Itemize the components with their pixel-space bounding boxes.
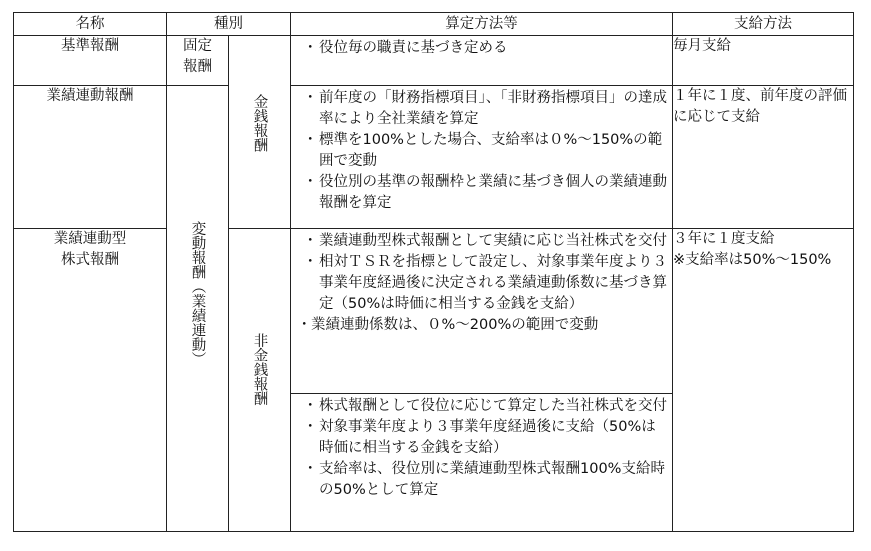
type-fixed (167, 36, 229, 86)
row-base (14, 36, 854, 86)
type-fixed-label: 固定報酬 (183, 38, 212, 75)
perf-name: 業績連動報酬 (14, 86, 167, 229)
bullet-mark: ・ (303, 40, 318, 56)
method-item (291, 130, 668, 172)
row-stock-a (14, 229, 854, 394)
stock-name-line2: 株式報酬 (61, 252, 119, 268)
header-name: 名称 (14, 13, 167, 36)
method-text: 役位別の基準の報酬枠と業績に基づき個人の業績連動報酬を算定 (319, 174, 667, 211)
method-text: 対象事業年度より３事業年度経過後に支給（50%は時価に相当する金銭を支給） (319, 419, 656, 456)
row-perf (14, 86, 854, 229)
method-item (291, 38, 668, 59)
stock-payment-line2: ※支給率は50%～150% (673, 252, 832, 268)
stock-payment (673, 229, 854, 532)
method-text: 業績連動型株式報酬として実績に応じ当社株式を交付 (319, 233, 667, 249)
type-monetary (229, 36, 291, 229)
stock-payment-line1: ３年に１度支給 (673, 231, 775, 247)
type-monetary-label: 金銭報酬 (251, 94, 268, 152)
method-item (291, 88, 668, 130)
bullet-mark: ・ (303, 254, 318, 270)
stock-method-b (291, 394, 673, 532)
method-item (291, 417, 668, 459)
base-payment: 毎月支給 (673, 36, 854, 86)
method-item (291, 231, 668, 252)
bullet-mark: ・ (303, 419, 318, 435)
method-text: 相対ＴＳＲを指標として設定し、対象事業年度より３事業年度経過後に決定される業績連動係数に基づき算定（50%は時価に相当する金銭を支給） (319, 254, 667, 312)
method-text: 支給率は、役位別に業績連動型株式報酬100%支給時の50%として算定 (319, 461, 665, 498)
method-item (291, 172, 668, 214)
base-method-list (291, 36, 672, 61)
method-item (291, 459, 668, 501)
type-non-monetary (229, 229, 291, 532)
perf-method-list (291, 86, 672, 216)
stock-method-list-a (291, 229, 672, 338)
bullet-mark: ・ (303, 132, 318, 148)
bullet-mark: ・ (303, 233, 318, 249)
method-text: 株式報酬として役位に応じて算定した当社株式を交付 (319, 398, 667, 414)
base-method (291, 36, 673, 86)
compensation-table (13, 12, 854, 532)
type-non-monetary-label: 非金銭報酬 (251, 333, 268, 406)
stock-method-a (291, 229, 673, 394)
stock-name (14, 229, 167, 532)
perf-payment: １年に１度、前年度の評価に応じて支給 (673, 86, 854, 229)
bullet-mark: ・ (303, 174, 318, 190)
method-item (291, 252, 668, 315)
header-row (14, 13, 854, 36)
method-text: 業績連動係数は、０%～200%の範囲で変動 (311, 317, 599, 333)
stock-name-line1: 業績連動型 (53, 231, 127, 247)
header-method: 算定方法等 (291, 13, 673, 36)
method-text: 標準を100%とした場合、支給率は０%～150%の範囲で変動 (319, 132, 663, 169)
method-item (291, 396, 668, 417)
method-text: 役位毎の職責に基づき定める (319, 40, 508, 56)
stock-method-list-b (291, 394, 672, 503)
base-name: 基準報酬 (14, 36, 167, 86)
type-variable (167, 86, 229, 532)
bullet-mark: ・ (303, 90, 318, 106)
method-text: 前年度の「財務指標項目」、「非財務指標項目」の達成率により全社業績を算定 (319, 90, 667, 127)
header-type: 種別 (167, 13, 291, 36)
perf-method (291, 86, 673, 229)
header-payment: 支給方法 (673, 13, 854, 36)
bullet-mark: ・ (303, 398, 318, 414)
bullet-mark: ・ (297, 317, 312, 333)
bullet-mark: ・ (303, 461, 318, 477)
method-item (291, 315, 668, 336)
type-variable-label: 変動報酬（業績連動） (189, 221, 206, 366)
